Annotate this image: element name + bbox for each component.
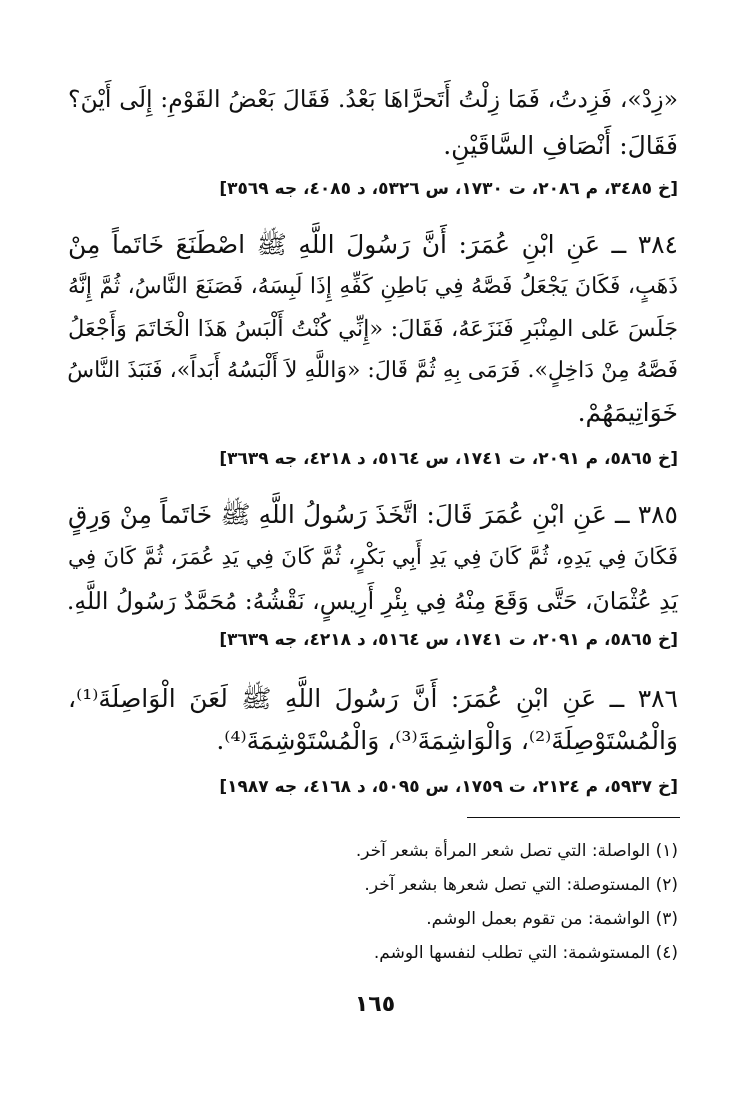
page-number: ١٦٥ (354, 992, 396, 1017)
footnote: (٤) المستوشمة: التي تطلب لنفسها الوشم. (373, 943, 678, 963)
hadith-384-reference: [خ ٥٨٦٥، م ٢٠٩١، ت ١٧٤١، س ٥١٦٤، د ٤٢١٨، جه ٣٦٣٩] (219, 449, 678, 469)
hadith-384-line: فَصَّهُ مِنْ دَاخِلٍ». فَرَمَى بِهِ ثُمَّ قَالَ: «وَاللَّهِ لاَ أَلْبَسُهُ أَبَداً»، فَنَبَذَ النَّاسُ (67, 358, 678, 383)
footnote: (٢) المستوصلة: التي تصل شعرها بشعر آخر. (364, 875, 678, 895)
hadith-385-line: يَدِ عُثْمَانَ، حَتَّى وَقَعَ مِنْهُ فِي بِئْرِ أَرِيسٍ، نَقْشُهُ: مُحَمَّدٌ رَسُولُ اللَّهِ. (66, 587, 678, 615)
footnote: (١) الواصلة: التي تصل شعر المرأة بشعر آخر. (355, 841, 678, 861)
hadith-385-line: ٣٨٥ ــ عَنِ ابْنِ عُمَرَ قَالَ: اتَّخَذَ رَسُولُ اللَّهِ ﷺ خَاتَماً مِنْ وَرِقٍ (68, 500, 678, 529)
text-line: «زِدْ»، فَزِدتُ، فَمَا زِلْتُ أَتَحرَّاهَا بَعْدُ. فَقَالَ بَعْضُ القَوْمِ: إِلَى أَيْنَ؟ (68, 85, 678, 113)
hadith-384-line: خَوَاتِيمَهُمْ. (577, 398, 678, 427)
text-line: فَقَالَ: أَنْصَافِ السَّاقَيْنِ. (443, 131, 678, 160)
footnote: (٣) الواشمة: من تقوم بعمل الوشم. (426, 909, 678, 929)
hadith-386-reference: [خ ٥٩٣٧، م ٢١٢٤، ت ١٧٥٩، س ٥٠٩٥، د ٤١٦٨، جه ١٩٨٧] (219, 777, 678, 797)
hadith-385-line: فَكَانَ فِي يَدِهِ، ثُمَّ كَانَ فِي يَدِ أَبِي بَكْرٍ، ثُمَّ كَانَ فِي يَدِ عُمَرَ، ثُمَّ كَانَ فِي (68, 545, 678, 570)
hadith-386-line: وَالْمُسْتَوْصِلَةَ⁽²⁾، وَالْوَاشِمَةَ⁽³⁾، وَالْمُسْتَوْشِمَةَ⁽⁴⁾. (216, 726, 678, 755)
hadith-reference: [خ ٣٤٨٥، م ٢٠٨٦، ت ١٧٣٠، س ٥٣٢٦، د ٤٠٨٥، جه ٣٥٦٩] (219, 179, 678, 199)
hadith-384-line: ٣٨٤ ــ عَنِ ابْنِ عُمَرَ: أَنَّ رَسُولَ اللَّهِ ﷺ اصْطَنَعَ خَاتَماً مِنْ (68, 230, 678, 259)
hadith-384-line: ذَهَبٍ، فَكَانَ يَجْعَلُ فَصَّهُ فِي بَاطِنِ كَفِّهِ إِذَا لَبِسَهُ، فَصَنَعَ النَّاسُ، ثُمَّ إِنَّهُ (68, 274, 678, 299)
hadith-385-reference: [خ ٥٨٦٥، م ٢٠٩١، ت ١٧٤١، س ٥١٦٤، د ٤٢١٨، جه ٣٦٣٩] (219, 630, 678, 650)
footnote-separator (467, 817, 680, 818)
hadith-384-line: جَلَسَ عَلى المِنْبَرِ فَنَزَعَهُ، فَقَالَ: «إِنِّي كُنْتُ أَلْبَسُ هَذَا الْخَاتَمَ وَأَجْعَلُ (68, 316, 678, 342)
hadith-386-line: ٣٨٦ ــ عَنِ ابْنِ عُمَرَ: أَنَّ رَسُولَ اللَّهِ ﷺ لَعَنَ الْوَاصِلَةَ⁽¹⁾، (68, 684, 678, 713)
